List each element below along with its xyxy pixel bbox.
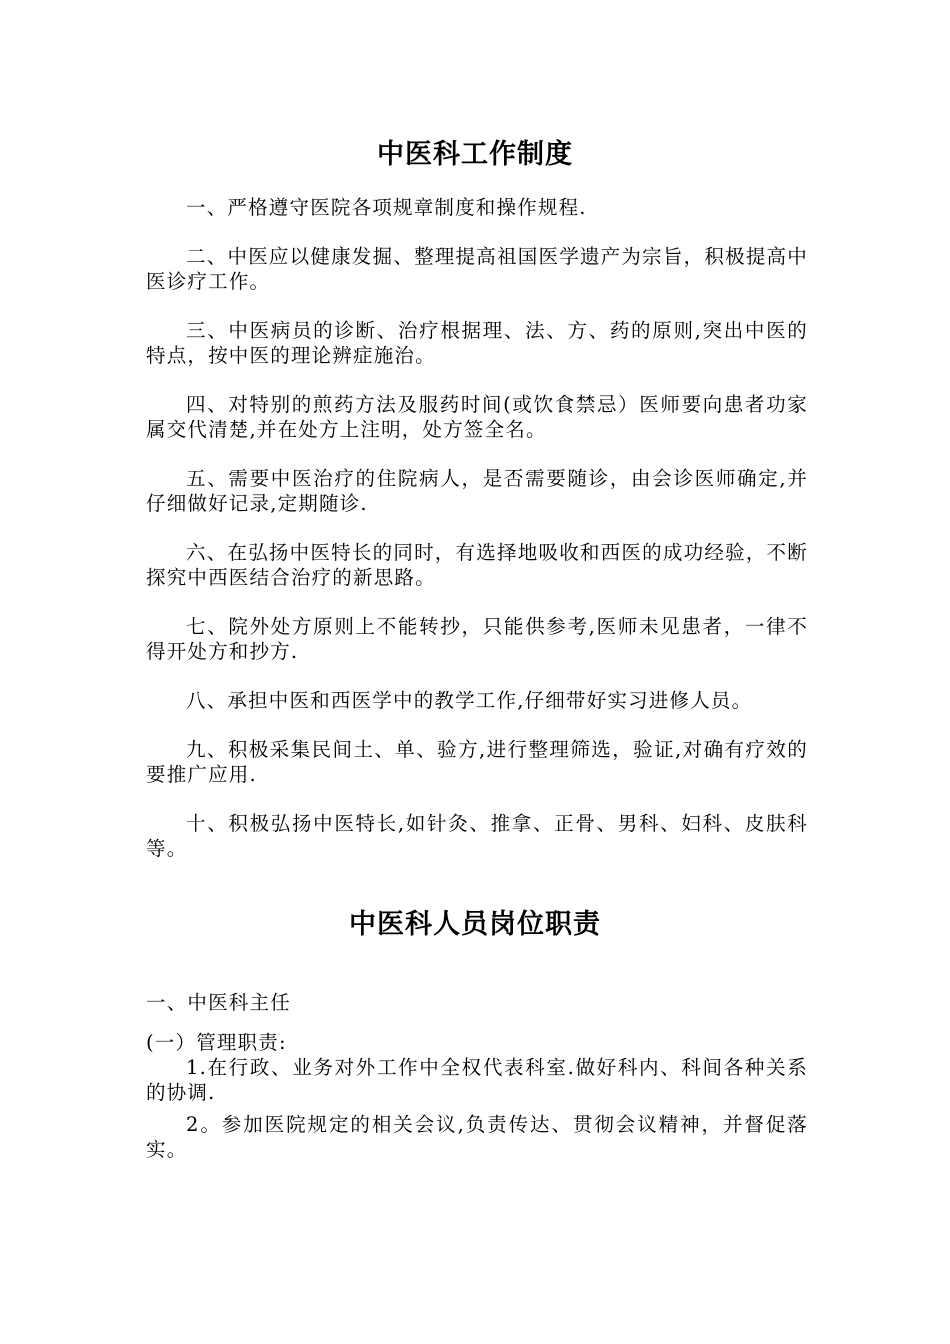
rule-item: 一、严格遵守医院各项规章制度和操作规程. — [186, 196, 587, 219]
rule-item: 七、院外处方原则上不能转抄，只能供参考,医师未见患者，一律不得开处方和抄方. — [146, 615, 808, 663]
rule-item: 五、需要中医治疗的住院病人，是否需要随诊，由会诊医师确定,并仔细做好记录,定期随诊. — [146, 467, 808, 515]
rule-item: 三、中医病员的诊断、治疗根据理、法、方、药的原则,突出中医的特点，按中医的理论辨症施治。 — [146, 319, 808, 367]
rules-list — [146, 195, 808, 885]
rule-item: 六、在弘扬中医特长的同时，有选择地吸收和西医的成功经验，不断探究中西医结合治疗的新思路。 — [146, 541, 808, 589]
rule-item: 九、积极采集民间土、单、验方,进行整理筛选，验证,对确有疗效的要推广应用. — [146, 738, 808, 786]
duties-block — [146, 1030, 808, 1169]
rule-item: 二、中医应以健康发掘、整理提高祖国医学遗产为宗旨，积极提高中医诊疗工作。 — [146, 245, 808, 293]
duty-item: 1.在行政、业务对外工作中全权代表科室.做好科内、科间各种关系的协调. — [146, 1056, 808, 1104]
section-title: 中医科人员岗位职责 — [349, 909, 601, 940]
rule-item: 四、对特别的煎药方法及服药时间(或饮食禁忌）医师要向患者功家属交代清楚,并在处方上注明，处方签全名。 — [146, 393, 808, 441]
document-title: 中医科工作制度 — [377, 139, 573, 170]
section-heading: 一、中医科主任 — [146, 991, 291, 1014]
rule-item: 八、承担中医和西医学中的教学工作,仔细带好实习进修人员。 — [186, 689, 753, 712]
sub-heading: (一）管理职责: — [146, 1031, 287, 1054]
duty-item: 2。参加医院规定的相关会议,负责传达、贯彻会议精神，并督促落实。 — [146, 1113, 808, 1161]
rule-item: 十、积极弘扬中医特长,如针灸、推拿、正骨、男科、妇科、皮肤科等。 — [146, 812, 808, 860]
